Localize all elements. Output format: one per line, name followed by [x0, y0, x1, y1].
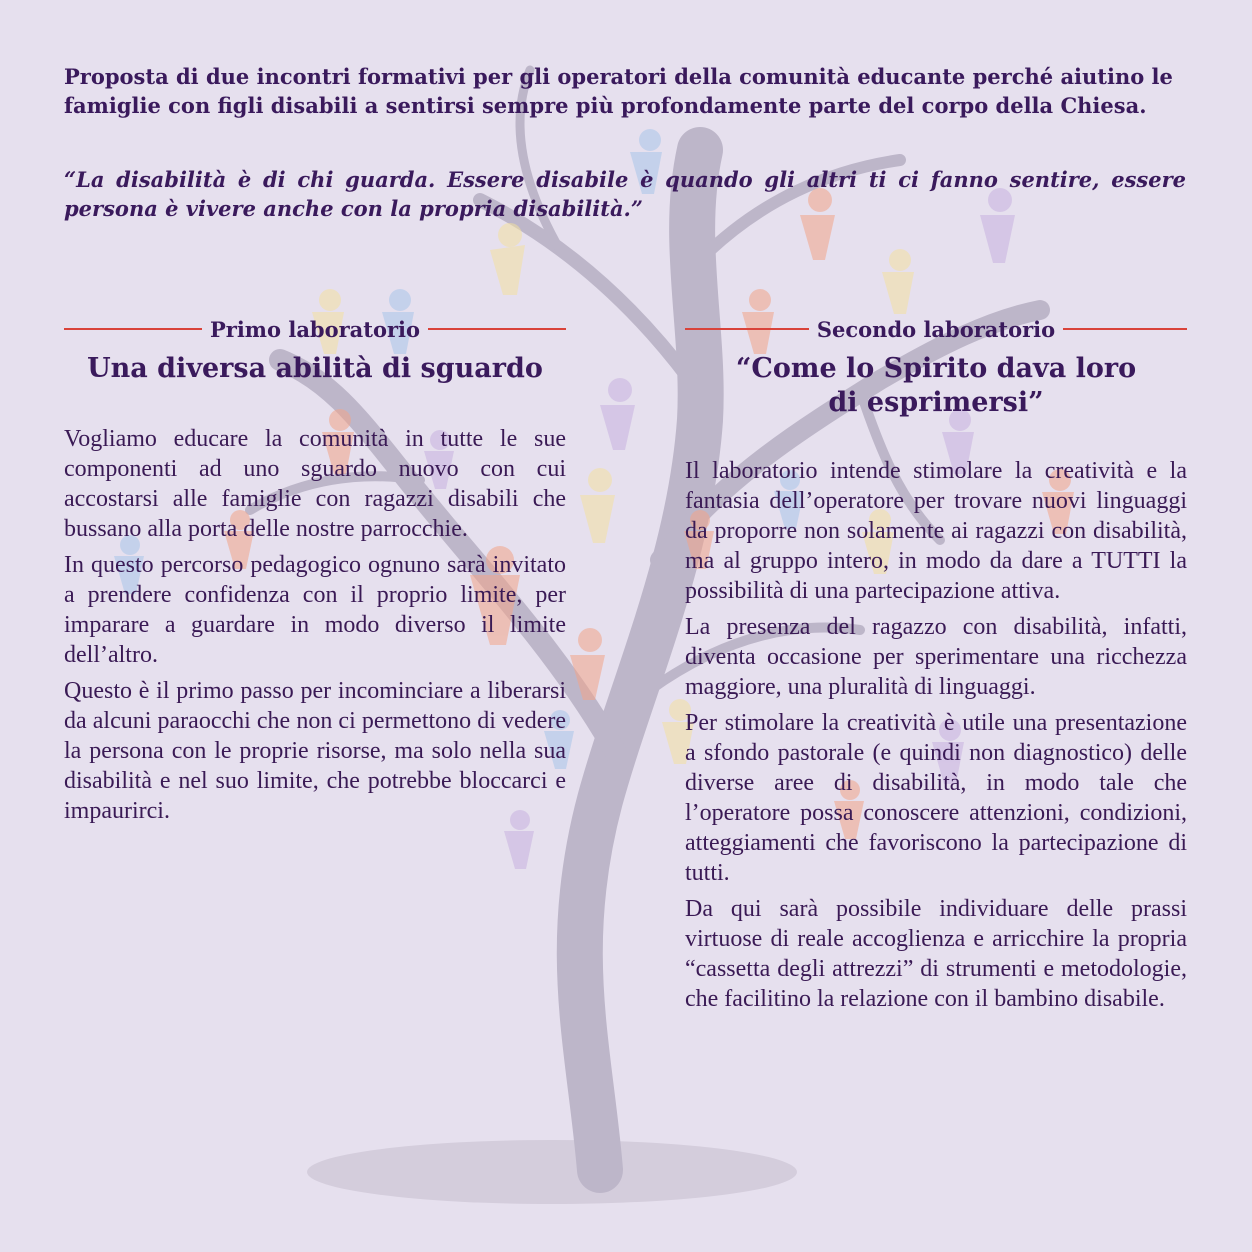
paragraph: In questo percorso pedagogico ognuno sarà invitato a prendere confidenza con il proprio limite, per imparare a guardare in modo diverso il limite dell’altro. [64, 552, 566, 668]
paragraph: Per stimolare la creatività è utile una presentazione a sfondo pastorale (e quindi non diagnostico) delle diverse aree di disabilità, in modo tale che l’operatore possa conoscere attenzioni, condizioni, atteggiamenti che favoriscono la partecipazione di tutti. [685, 710, 1187, 886]
lab-title-line: di esprimersi” [828, 387, 1044, 418]
divider [685, 328, 809, 330]
lab-heading [685, 314, 1187, 344]
second-lab-section [685, 314, 1187, 1020]
paragraph: La presenza del ragazzo con disabilità, infatti, diventa occasione per sperimentare una ricchezza maggiore, una pluralità di linguaggi. [685, 614, 1187, 700]
lab-heading [64, 314, 566, 344]
quote-line: persona è vivere anche con la propria disabilità.” [64, 196, 643, 221]
lab-description [685, 456, 1187, 1014]
lab-description [64, 424, 566, 826]
divider [428, 328, 566, 330]
paragraph: Da qui sarà possibile individuare delle prassi virtuose di reale accoglienza e arricchire la propria “cassetta degli attrezzi” di strumenti e metodologie, che facilitino la relazione con il bambino disabile. [685, 896, 1187, 1012]
divider [64, 328, 202, 330]
first-lab-section [64, 314, 566, 832]
quote [64, 165, 1186, 223]
lab-title-line: “Come lo Spirito dava loro [735, 353, 1137, 384]
intro-text: Proposta di due incontri formativi per gli operatori della comunità educante perché aiutino le famiglie con figli disabili a sentirsi sempre più profondamente parte del corpo della Chiesa. [64, 64, 1173, 118]
lab-title: Una diversa abilità di sguardo [87, 353, 543, 384]
paragraph: Vogliamo educare la comunità in tutte le sue componenti ad uno sguardo nuovo con cui accostarsi alle famiglie con ragazzi disabili che bussano alla porta delle nostre parrocchie. [64, 426, 566, 542]
divider [1063, 328, 1187, 330]
quote-line: “La disabilità è di chi guarda. Essere disabile è quando gli altri ti ci fanno sentire, essere [64, 167, 1186, 192]
lab-label: Secondo laboratorio [816, 316, 1056, 342]
paragraph: Questo è il primo passo per incominciare a liberarsi da alcuni paraocchi che non ci permettono di vedere la persona con le proprie risorse, ma solo nella sua disabilità e nel suo limite, che potrebbe bloccarci e impaurirci. [64, 678, 566, 824]
lab-label: Primo laboratorio [209, 316, 421, 342]
paragraph: Il laboratorio intende stimolare la creatività e la fantasia dell’operatore per trovare nuovi linguaggi da proporre non solamente ai ragazzi con disabilità, ma al gruppo intero, in modo da dare a TUTTI la possibilità di una partecipazione attiva. [685, 458, 1187, 604]
lab-title [685, 352, 1187, 420]
